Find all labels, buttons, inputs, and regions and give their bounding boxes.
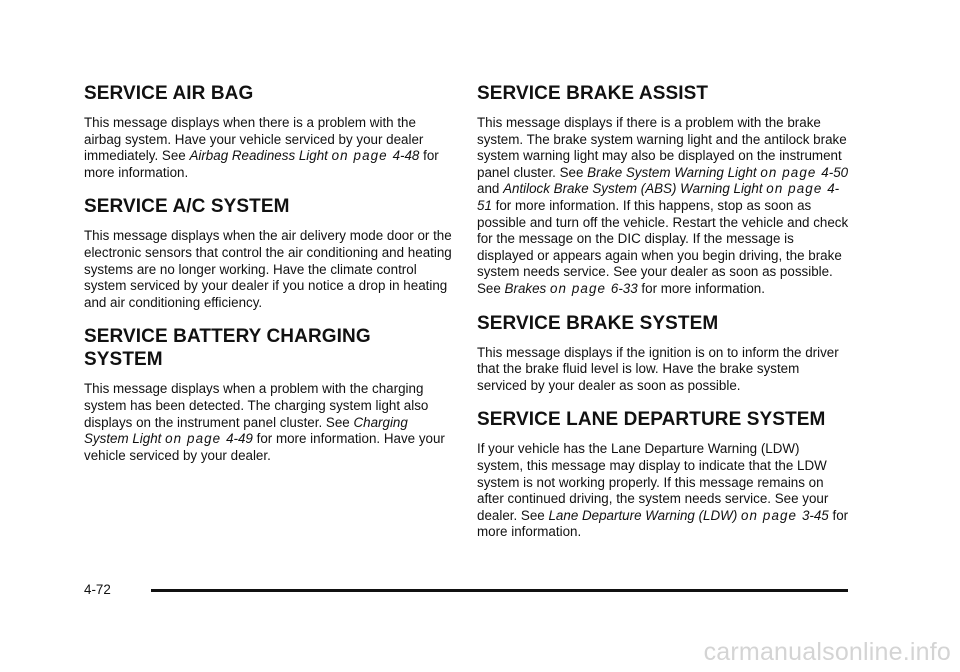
brake-system-warning-light-ref-page: 4-50	[821, 164, 849, 180]
left-column	[84, 82, 456, 464]
brake-system-warning-light-link[interactable]	[587, 165, 848, 180]
page-footer	[84, 582, 848, 602]
lane-departure-warning-ref-title: Lane Departure Warning (LDW)	[548, 507, 741, 523]
heading-service-air-bag: SERVICE AIR BAG	[84, 83, 254, 104]
air-bag-text: This message displays when there is a problem with the airbag system. Have your vehicle serviced by your dealer immediately. See	[84, 115, 424, 164]
paragraph-service-lane-departure-system	[477, 441, 849, 541]
heading-service-brake-assist: SERVICE BRAKE ASSIST	[477, 83, 709, 104]
paragraph-service-brake-system: This message displays if the ignition is on to inform the driver that the brake fluid level is low. Have the brake system serviced by your dealer as soon as possible.	[477, 344, 839, 393]
air-bag-text-after: for more information.	[84, 148, 439, 180]
brake-assist-text-mid: and	[477, 181, 504, 197]
section-service-ac-system	[84, 195, 456, 311]
charging-system-light-ref-page: 4-49	[226, 431, 253, 447]
abs-warning-light-ref-title: Antilock Brake System (ABS) Warning Light	[503, 181, 767, 197]
brakes-ref-page: 6-33	[610, 280, 638, 296]
heading-service-ac-system: SERVICE A/C SYSTEM	[84, 196, 290, 218]
brake-assist-text: This message displays if there is a problem with the brake system. The brake system warning light and the antilock brake system warning light may also be displayed on the instrument panel cluster. See	[477, 115, 847, 180]
heading-service-battery-charging-system: SERVICE BATTERY CHARGING SYSTEM	[84, 326, 371, 371]
paragraph-service-ac-system: This message displays when the air delivery mode door or the electronic sensors that control the air conditioning and heating systems are no longer working. Have the climate control system serviced by your dealer if you notice a drop in heating and air conditioning efficiency.	[84, 228, 452, 310]
section-service-air-bag	[84, 82, 456, 181]
heading-service-lane-departure-system: SERVICE LANE DEPARTURE SYSTEM	[477, 409, 826, 431]
airbag-readiness-light-ref-page-word: on page	[331, 148, 393, 164]
lane-departure-text-after: for more information.	[477, 507, 849, 540]
section-service-battery-charging-system	[84, 325, 456, 464]
abs-warning-light-ref-page-word: on page	[766, 181, 828, 197]
lane-departure-warning-link[interactable]	[548, 508, 828, 523]
paragraph-service-brake-assist	[477, 115, 849, 298]
lane-departure-text: If your vehicle has the Lane Departure Warning (LDW) system, this message may display to indicate that the LDW system is not working properly. If this message remains on after continued driving, the system needs service. See your dealer. See	[477, 441, 829, 523]
brakes-ref-title: Brakes	[504, 280, 550, 296]
watermark: carmanualsonline.info	[703, 638, 951, 666]
paragraph-service-battery-charging-system	[84, 381, 456, 464]
lane-departure-warning-ref-page: 3-45	[801, 507, 829, 523]
airbag-readiness-light-link[interactable]	[189, 148, 419, 163]
brake-assist-text-after: for more information.	[637, 280, 765, 296]
battery-charging-text: This message displays when a problem with the charging system has been detected. The charging system light also displays on the instrument panel cluster. See	[84, 381, 429, 430]
airbag-readiness-light-ref-title: Airbag Readiness Light	[189, 148, 332, 164]
battery-charging-text-after: for more information. Have your vehicle serviced by your dealer.	[84, 431, 445, 463]
footer-rule	[151, 589, 848, 592]
heading-service-brake-system: SERVICE BRAKE SYSTEM	[477, 312, 719, 334]
charging-system-light-ref-page-word: on page	[165, 431, 227, 447]
lane-departure-warning-ref-page-word: on page	[741, 507, 802, 523]
airbag-readiness-light-ref-page: 4-48	[392, 148, 420, 164]
charging-system-light-ref-title: Charging System Light	[84, 414, 408, 447]
paragraph-service-air-bag	[84, 115, 456, 181]
section-service-lane-departure-system	[477, 408, 849, 541]
right-column	[477, 82, 849, 541]
abs-warning-light-ref-page: 4-51	[477, 181, 840, 213]
brake-system-warning-light-ref-title: Brake System Warning Light	[587, 164, 761, 180]
section-service-brake-system	[477, 312, 849, 395]
brakes-link[interactable]	[505, 281, 638, 296]
brake-system-warning-light-ref-page-word: on page	[760, 164, 822, 180]
section-service-brake-assist	[477, 82, 849, 298]
page-number: 4-72	[84, 582, 111, 597]
brake-assist-text-mid2: for more information. If this happens, stop as soon as possible and turn off the vehicle. Restart the vehicle and check for the message on the DIC display. If the message is displayed or appears again when you begin driving, the brake system needs service. See your dealer as soon as possible. See	[477, 197, 849, 296]
brakes-ref-page-word: on page	[549, 280, 611, 296]
